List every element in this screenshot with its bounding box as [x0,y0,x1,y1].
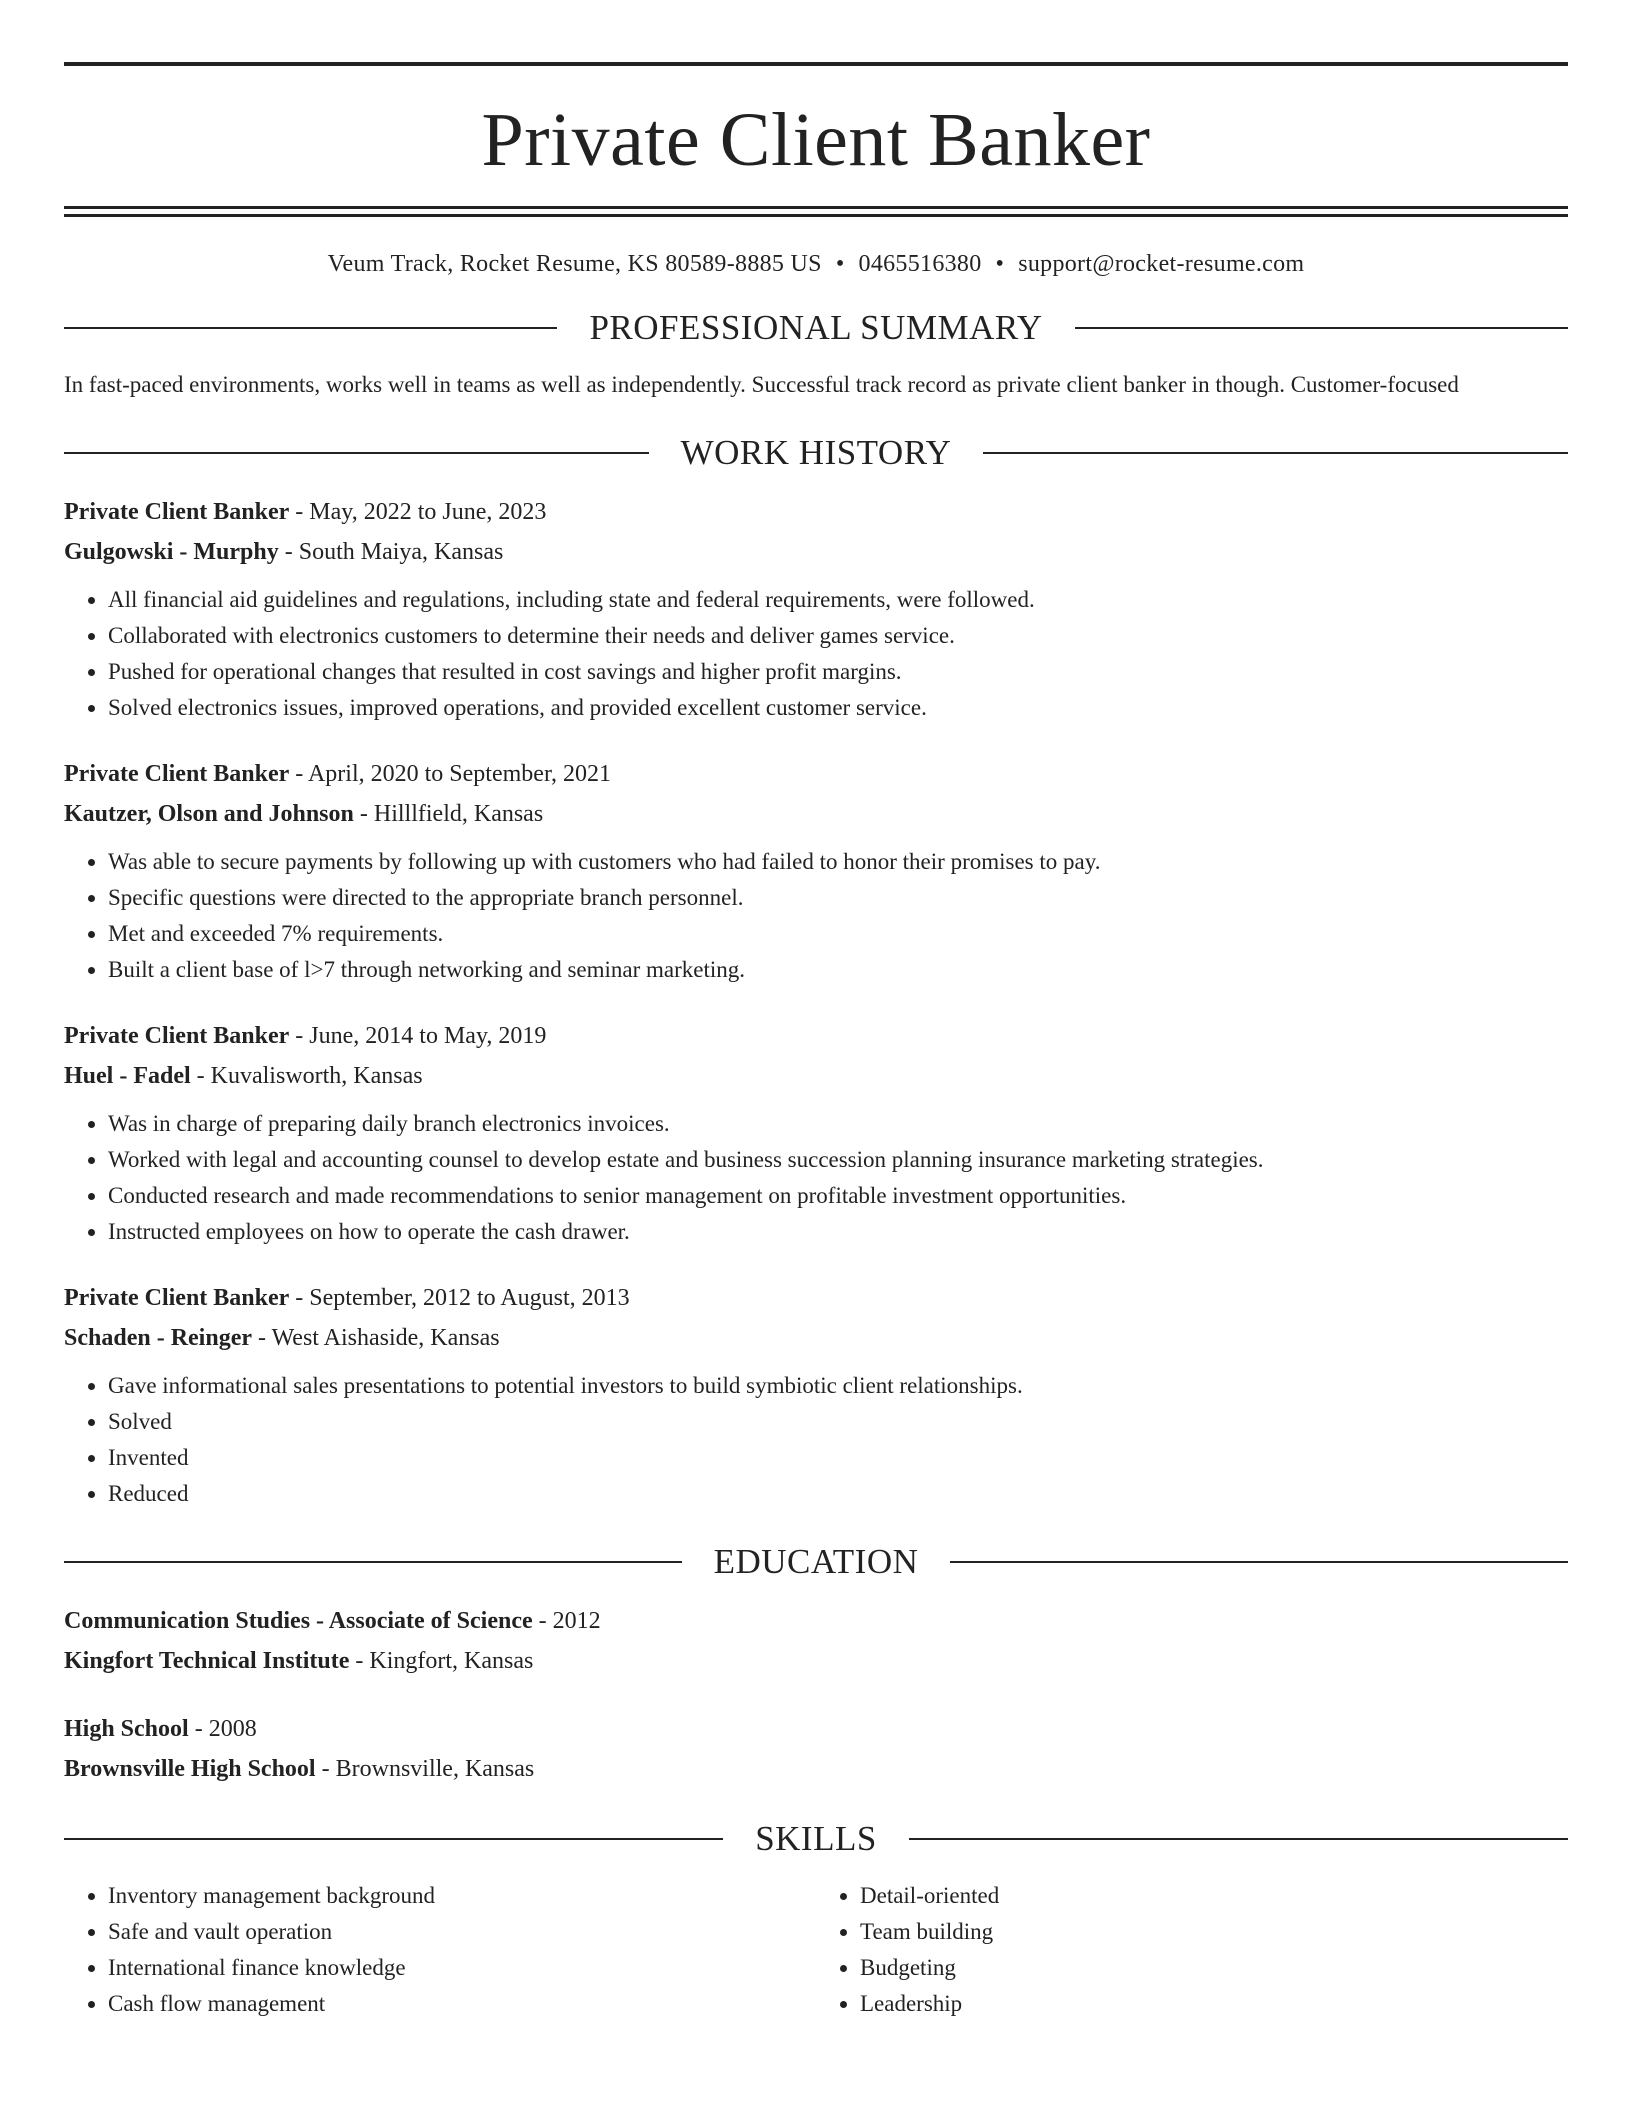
contact-email: support@rocket-resume.com [1018,251,1305,277]
contact-separator: • [835,251,845,277]
contact-phone: 0465516380 [858,251,982,277]
list-item: • Collaborated with electronics customers to determine their needs and deliver games service. [108,618,1568,654]
job-company-line [64,1318,1568,1358]
dash: - [252,1325,272,1351]
job-company: Kautzer, Olson and Johnson [64,801,354,827]
education-school: Brownsville High School [64,1756,316,1782]
job-bullets [64,1106,1568,1250]
divider-line [909,1838,1568,1840]
education-entry [64,1709,1568,1789]
divider-line [64,327,557,329]
job-role: Private Client Banker [64,1285,290,1311]
job-title-line [64,1278,1568,1318]
job-title-line [64,492,1568,532]
job-entry [64,1016,1568,1250]
job-dates: April, 2020 to September, 2021 [307,761,611,787]
education-location: Kingfort, Kansas [369,1648,534,1674]
job-dates: June, 2014 to May, 2019 [309,1023,547,1049]
dash: - [190,1063,211,1089]
dash: - [353,801,374,827]
section-heading-summary [64,310,1568,345]
list-item: • Invented [108,1440,1568,1476]
divider-line [983,452,1568,454]
dash: - [188,1716,209,1742]
section-title: SKILLS [755,1819,877,1858]
section-title: PROFESSIONAL SUMMARY [589,308,1043,347]
divider-line [1075,327,1568,329]
job-location: West Aishaside, Kansas [271,1325,500,1351]
list-item: • Budgeting [860,1950,1568,1986]
list-item: • Conducted research and made recommendations to senior management on profitable investment opportunities. [108,1178,1568,1214]
job-company: Gulgowski - Murphy [64,539,279,565]
education-school-line [64,1641,1568,1681]
dash: - [315,1756,336,1782]
dash: - [289,499,310,525]
skills-list-left [64,1878,816,2022]
list-item: • Leadership [860,1986,1568,2022]
job-title-line [64,1016,1568,1056]
list-item: • Solved [108,1404,1568,1440]
education-degree-line [64,1601,1568,1641]
list-item: • Solved electronics issues, improved operations, and provided excellent customer service. [108,690,1568,726]
skills-columns [64,1878,1568,2022]
list-item: • Reduced [108,1476,1568,1512]
contact-separator: • [995,251,1005,277]
job-entry [64,754,1568,988]
job-company-line [64,794,1568,834]
job-dates: September, 2012 to August, 2013 [309,1285,630,1311]
list-item: • Detail-oriented [860,1878,1568,1914]
job-bullets [64,1368,1568,1512]
job-bullets [64,844,1568,988]
list-item: • Met and exceeded 7% requirements. [108,916,1568,952]
dash: - [289,1023,310,1049]
section-heading-education [64,1544,1568,1579]
education-degree-line [64,1709,1568,1749]
education-school: Kingfort Technical Institute [64,1648,350,1674]
section-title: WORK HISTORY [680,433,952,472]
list-item: • Specific questions were directed to the appropriate branch personnel. [108,880,1568,916]
divider-line [64,1838,723,1840]
education-degree: High School [64,1716,189,1742]
contact-line [64,251,1568,278]
job-company-line [64,1056,1568,1096]
summary-text: In fast-paced environments, works well in teams as well as independently. Successful track record as private client banker in though. Customer-focused [64,372,1459,397]
double-rule [64,206,1568,217]
job-company: Schaden - Reinger [64,1325,252,1351]
education-school-line [64,1749,1568,1789]
list-item: • International finance knowledge [108,1950,816,1986]
skills-list-right [816,1878,1568,2022]
list-item: • Safe and vault operation [108,1914,816,1950]
list-item: • Pushed for operational changes that resulted in cost savings and higher profit margins. [108,654,1568,690]
job-company: Huel - Fadel [64,1063,191,1089]
dash: - [532,1608,553,1634]
candidate-name: Private Client Banker [481,98,1151,182]
job-dates: May, 2022 to June, 2023 [309,499,547,525]
job-company-line [64,532,1568,572]
divider-line [64,452,649,454]
dash: - [278,539,299,565]
dash: - [289,761,308,787]
education-year: 2008 [208,1716,257,1742]
job-location: South Maiya, Kansas [298,539,504,565]
list-item: • Built a client base of l>7 through networking and seminar marketing. [108,952,1568,988]
section-heading-work [64,435,1568,470]
job-bullets [64,582,1568,726]
list-item: • Was in charge of preparing daily branch electronics invoices. [108,1106,1568,1142]
job-location: Kuvalisworth, Kansas [210,1063,423,1089]
divider-line [950,1561,1568,1563]
job-role: Private Client Banker [64,1023,290,1049]
section-heading-skills [64,1821,1568,1856]
dash: - [289,1285,310,1311]
job-location: Hilllfield, Kansas [373,801,544,827]
list-item: • Instructed employees on how to operate the cash drawer. [108,1214,1568,1250]
education-location: Brownsville, Kansas [335,1756,535,1782]
education-year: 2012 [552,1608,601,1634]
dash: - [349,1648,370,1674]
job-entry [64,492,1568,726]
list-item: • Inventory management background [108,1878,816,1914]
list-item: • Was able to secure payments by following up with customers who had failed to honor their promises to pay. [108,844,1568,880]
list-item: • Cash flow management [108,1986,816,2022]
education-entry [64,1601,1568,1681]
list-item: • Worked with legal and accounting counsel to develop estate and business succession planning insurance marketing strategies. [108,1142,1568,1178]
list-item: • Gave informational sales presentations to potential investors to build symbiotic client relationships. [108,1368,1568,1404]
job-role: Private Client Banker [64,499,290,525]
list-item: • All financial aid guidelines and regulations, including state and federal requirements, were followed. [108,582,1568,618]
job-entry [64,1278,1568,1512]
section-title: EDUCATION [713,1542,919,1581]
job-title-line [64,754,1568,794]
list-item: • Team building [860,1914,1568,1950]
divider-line [64,1561,682,1563]
job-role: Private Client Banker [64,761,290,787]
education-degree: Communication Studies - Associate of Science [64,1608,533,1634]
resume-page [64,0,1568,2022]
contact-address: Veum Track, Rocket Resume, KS 80589-8885 US [327,251,822,277]
